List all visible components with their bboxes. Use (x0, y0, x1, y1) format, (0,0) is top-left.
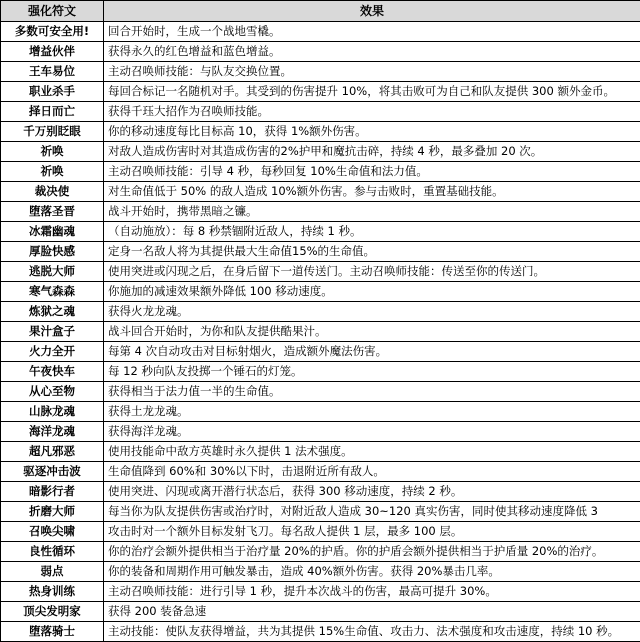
table-row (1, 342, 640, 362)
table-row (1, 622, 640, 642)
table-row (1, 142, 640, 162)
table-head (1, 1, 640, 22)
table-row (1, 462, 640, 482)
rune-name-cell: 祈唤 (1, 162, 104, 182)
table-row (1, 322, 640, 342)
rune-name-cell: 弱点 (1, 562, 104, 582)
rune-effect-cell: 主动技能：使队友获得增益，共为其提供 15%生命值、攻击力、法术强度和攻击速度，持续 10 秒。 (104, 622, 640, 642)
rune-name-cell: 从心至物 (1, 382, 104, 402)
rune-name-cell: 热身训练 (1, 582, 104, 602)
rune-name-cell: 召唤尖啸 (1, 522, 104, 542)
rune-effect-cell: 你的移动速度每比目标高 10，获得 1%额外伤害。 (104, 122, 640, 142)
rune-name-cell: 堕落圣晋 (1, 202, 104, 222)
rune-effect-cell: 主动召唤师技能：与队友交换位置。 (104, 62, 640, 82)
table-row (1, 82, 640, 102)
rune-effect-cell: 获得海洋龙魂。 (104, 422, 640, 442)
rune-effect-cell: 战斗开始时，携带黑暗之镰。 (104, 202, 640, 222)
table-row (1, 582, 640, 602)
rune-name-cell: 炼狱之魂 (1, 302, 104, 322)
table-row (1, 122, 640, 142)
rune-effect-cell: 使用突进或闪现之后，在身后留下一道传送门。主动召唤师技能：传送至你的传送门。 (104, 262, 640, 282)
table-row (1, 202, 640, 222)
rune-name-cell: 职业杀手 (1, 82, 104, 102)
column-header-rune: 强化符文 (1, 1, 104, 22)
column-header-effect: 效果 (104, 1, 640, 22)
rune-effect-cell: 使用技能命中敌方英雄时永久提供 1 法术强度。 (104, 442, 640, 462)
rune-name-cell: 火力全开 (1, 342, 104, 362)
rune-name-cell: 折磨大师 (1, 502, 104, 522)
rune-name-cell: 良性循环 (1, 542, 104, 562)
rune-name-cell: 山脉龙魂 (1, 402, 104, 422)
rune-effect-cell: 回合开始时，生成一个战地雪橇。 (104, 22, 640, 42)
rune-effect-cell: 每回合标记一名随机对手。其受到的伤害提升 10%，将其击败可为自己和队友提供 300 额外金币。 (104, 82, 640, 102)
rune-name-cell: 海洋龙魂 (1, 422, 104, 442)
rune-name-cell: 裁决使 (1, 182, 104, 202)
rune-effect-cell: 获得千珏大招作为召唤师技能。 (104, 102, 640, 122)
rune-effect-cell: 对敌人造成伤害时对其造成伤害的2%护甲和魔抗击碎，持续 4 秒，最多叠加 20 次。 (104, 142, 640, 162)
rune-name-cell: 千万别眨眼 (1, 122, 104, 142)
table-body (1, 22, 640, 642)
rune-effect-cell: 你的治疗会额外提供相当于治疗量 20%的护盾。你的护盾会额外提供相当于护盾量 20%的治疗。 (104, 542, 640, 562)
table-row (1, 162, 640, 182)
rune-effect-cell: 生命值降到 60%和 30%以下时，击退附近所有敌人。 (104, 462, 640, 482)
rune-name-cell: 超凡邪恶 (1, 442, 104, 462)
rune-effect-cell: 获得 200 装备急速 (104, 602, 640, 622)
rune-name-cell: 堕落骑士 (1, 622, 104, 642)
rune-effect-cell: （自动施放）：每 8 秒禁锢附近敌人，持续 1 秒。 (104, 222, 640, 242)
rune-effect-cell: 每 12 秒向队友投掷一个锤石的灯笼。 (104, 362, 640, 382)
table-row (1, 22, 640, 42)
table-row (1, 42, 640, 62)
rune-name-cell: 冰霜幽魂 (1, 222, 104, 242)
table-row (1, 542, 640, 562)
rune-name-cell: 寒气森森 (1, 282, 104, 302)
table-row (1, 422, 640, 442)
rune-effect-cell: 每第 4 次自动攻击对目标射烟火，造成额外魔法伤害。 (104, 342, 640, 362)
rune-name-cell: 增益伙伴 (1, 42, 104, 62)
rune-effect-cell: 定身一名敌人将为其提供最大生命值15%的生命值。 (104, 242, 640, 262)
table-row (1, 562, 640, 582)
rune-name-cell: 果汁盒子 (1, 322, 104, 342)
table-row (1, 502, 640, 522)
table-row (1, 222, 640, 242)
table-row (1, 302, 640, 322)
rune-name-cell: 逃脱大师 (1, 262, 104, 282)
rune-name-cell: 多数可安全用! (1, 22, 104, 42)
rune-effect-cell: 获得永久的红色增益和蓝色增益。 (104, 42, 640, 62)
rune-name-cell: 午夜快车 (1, 362, 104, 382)
rune-effect-cell: 你的装备和周期作用可触发暴击，造成 40%额外伤害。获得 20%暴击几率。 (104, 562, 640, 582)
rune-effect-cell: 主动召唤师技能：引导 4 秒，每秒回复 10%生命值和法力值。 (104, 162, 640, 182)
table-header-row (1, 1, 640, 22)
rune-name-cell: 厚脸快感 (1, 242, 104, 262)
rune-effect-cell: 获得土龙龙魂。 (104, 402, 640, 422)
rune-effect-cell: 主动召唤师技能：进行引导 1 秒，提升本次战斗的伤害，最高可提升 30%。 (104, 582, 640, 602)
table-row (1, 402, 640, 422)
table-row (1, 522, 640, 542)
table-row (1, 102, 640, 122)
rune-effect-cell: 你施加的减速效果额外降低 100 移动速度。 (104, 282, 640, 302)
table-row (1, 282, 640, 302)
rune-name-cell: 王车易位 (1, 62, 104, 82)
rune-effect-cell: 战斗回合开始时，为你和队友提供酷果汁。 (104, 322, 640, 342)
table-row (1, 442, 640, 462)
rune-name-cell: 顶尖发明家 (1, 602, 104, 622)
rune-name-cell: 暗影行者 (1, 482, 104, 502)
rune-effect-cell: 对生命值低于 50% 的敌人造成 10%额外伤害。参与击败时，重置基础技能。 (104, 182, 640, 202)
table-row (1, 362, 640, 382)
table-row (1, 482, 640, 502)
table-row (1, 182, 640, 202)
table-row (1, 242, 640, 262)
table-row (1, 62, 640, 82)
table-row (1, 382, 640, 402)
rune-name-cell: 祈唤 (1, 142, 104, 162)
rune-effect-cell: 每当你为队友提供伤害或治疗时，对附近敌人造成 30~120 真实伤害，同时使其移动速度降低 3 (104, 502, 640, 522)
rune-name-cell: 驱逐冲击波 (1, 462, 104, 482)
rune-effect-cell: 攻击时对一个额外目标发射飞刀。每名敌人提供 1 层，最多 100 层。 (104, 522, 640, 542)
table-row (1, 262, 640, 282)
table-row (1, 602, 640, 622)
rune-effect-cell: 使用突进、闪现或离开潜行状态后，获得 300 移动速度，持续 2 秒。 (104, 482, 640, 502)
rune-effect-cell: 获得火龙龙魂。 (104, 302, 640, 322)
rune-effect-cell: 获得相当于法力值一半的生命值。 (104, 382, 640, 402)
rune-name-cell: 择日而亡 (1, 102, 104, 122)
